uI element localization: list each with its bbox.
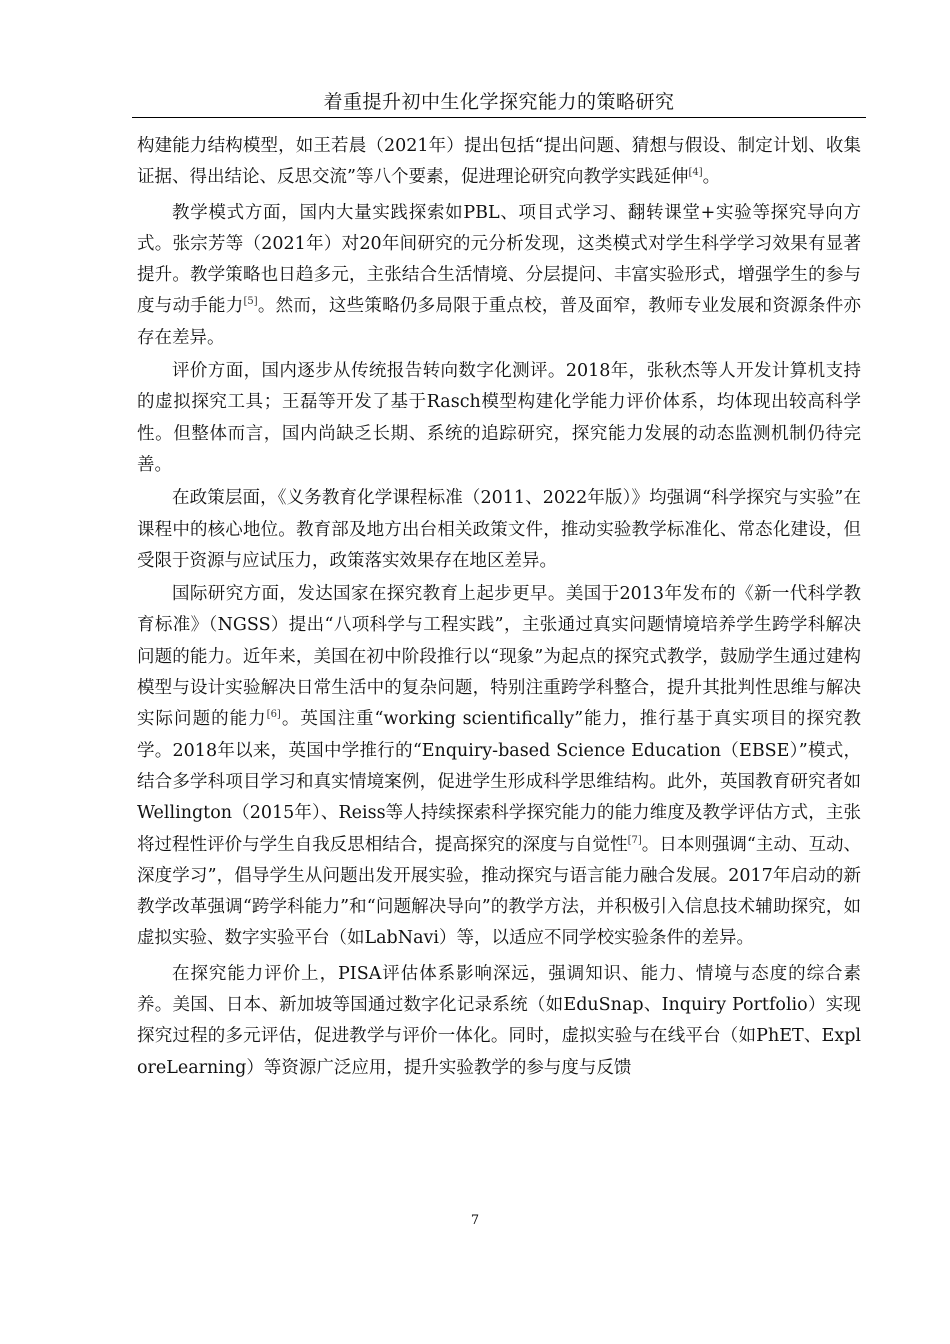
paragraph-4-text: 在政策层面，《义务教育化学课程标准（2011、2022年版）》均强调“科学探究与实验”在课程中的核心地位。教育部及地方出台相关政策文件，推动实验教学标准化、常态化建设，但受限于资源与应试压力，政策落实效果存在地区差异。: [137, 488, 861, 571]
paragraph-5-text: 国际研究方面，发达国家在探究教育上起步更早。美国于2013年发布的《新一代科学教育标准》（NGSS）提出“八项科学与工程实践”，主张通过真实问题情境培养学生跨学科解决问题的能力。近年来，美国在初中阶段推行以“现象”为起点的探究式教学，鼓励学生通过建构模型与设计实验解决日常生活中的复杂问题，特别注重跨学科整合，提升其批判性思维与解决实际问题的能力: [137, 584, 861, 730]
paragraph-1: [137, 131, 861, 194]
paragraph-5-middle: 。英国注重“working scientifically”能力，推行基于真实项目的探究教学。2018年以来，英国中学推行的“Enquiry-based Science Education（EBSE）”模式，结合多学科项目学习和真实情境案例，促进学生形成科学思维结构。此外，英国教育研究者如Wellington（2015年）、Reiss等人持续探索科学探究能力的能力维度及教学评估方式，主张将过程性评价与学生自我反思相结合，提高探究的深度与自觉性: [137, 709, 861, 855]
paragraph-5-end: 。日本则强调“主动、互动、深度学习”，倡导学生从问题出发开展实验，推动探究与语言能力融合发展。2017年启动的新教学改革强调“跨学科能力”和“问题解决导向”的教学方法，并积极引入信息技术辅助探究，如虚拟实验、数字实验平台（如LabNavi）等，以适应不同学校实验条件的差异。: [137, 834, 862, 949]
paragraph-3: [137, 356, 861, 481]
paragraph-2-end: 。然而，这些策略仍多局限于重点校，普及面窄，教师专业发展和资源条件亦存在差异。: [137, 296, 862, 348]
paragraph-1-text: 构建能力结构模型，如王若晨（2021年）提出包括“提出问题、猜想与假设、制定计划、收集证据、得出结论、反思交流”等八个要素，促进理论研究向教学实践延伸: [137, 136, 861, 188]
paragraph-2-text: 教学模式方面，国内大量实践探索如PBL、项目式学习、翻转课堂+实验等探究导向方式。张宗芳等（2021年）对20年间研究的元分析发现，这类模式对学生科学学习效果有显著提升。教学策略也日趋多元，主张结合生活情境、分层提问、丰富实验形式，增强学生的参与度与动手能力: [137, 202, 861, 317]
paragraph-1-end: 。: [702, 167, 721, 188]
paragraph-6-text: 在探究能力评价上，PISA评估体系影响深远，强调知识、能力、情境与态度的综合素养。美国、日本、新加坡等国通过数字化记录系统（如EduSnap、Inquiry Portfolio）实现探究过程的多元评估，促进教学与评价一体化。同时，虚拟实验与在线平台（如PhET、ExploreLearning）等资源广泛应用，提升实验教学的参与度与反馈: [137, 963, 861, 1078]
paragraph-3-text: 评价方面，国内逐步从传统报告转向数字化测评。2018年，张秋杰等人开发计算机支持的虚拟探究工具；王磊等开发了基于Rasch模型构建化学能力评价体系，均体现出较高科学性。但整体而言，国内尚缺乏长期、系统的追踪研究，探究能力发展的动态监测机制仍待完善。: [137, 361, 861, 475]
paragraph-4: [137, 483, 861, 577]
citation-5: [5]: [243, 296, 258, 308]
body-text: [137, 131, 861, 1086]
citation-4: [4]: [688, 167, 703, 179]
page-number: 7: [470, 1213, 480, 1228]
paragraph-6: [137, 959, 861, 1084]
paragraph-2: [137, 198, 861, 354]
header-rule: [132, 117, 866, 118]
citation-7: [7]: [627, 834, 642, 846]
citation-6: [6]: [266, 709, 281, 721]
paragraph-5: [137, 579, 861, 955]
running-header: 着重提升初中生化学探究能力的策略研究: [323, 91, 675, 113]
